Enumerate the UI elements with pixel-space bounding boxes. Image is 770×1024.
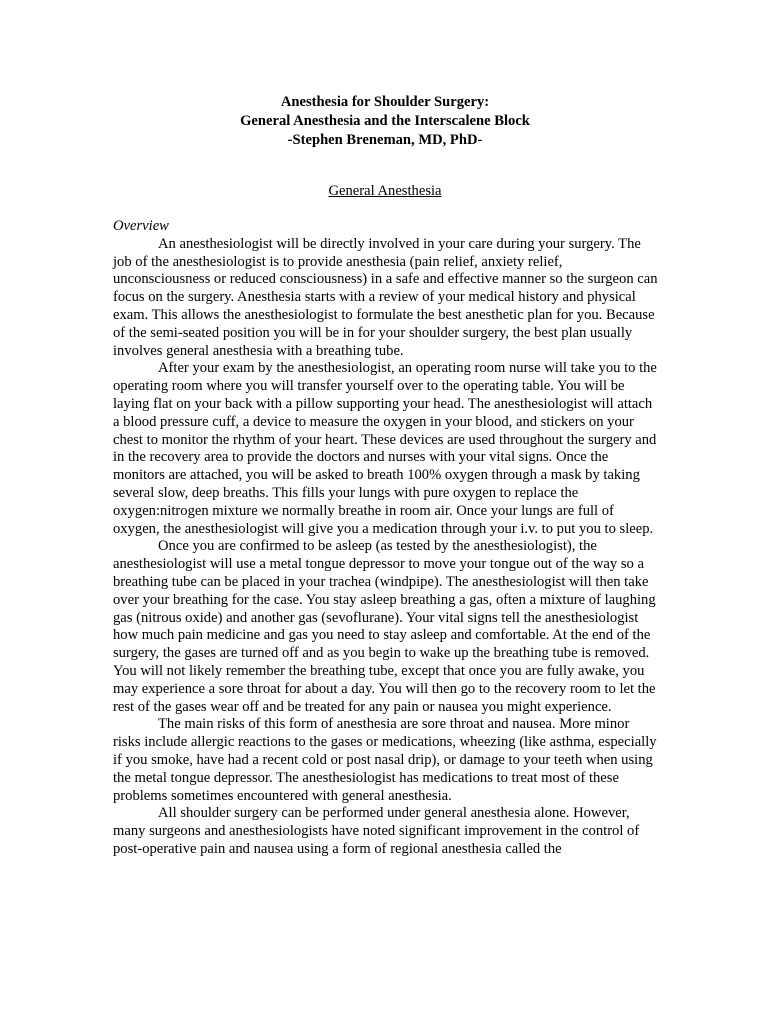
paragraph: After your exam by the anesthesiologist, an operating room nurse will take you to the operating room where you will transfer yourself over to the operating table. You will be laying flat on your back with a pillow supporting your head. The anesthesiologist will attach a blood pressure cuff, a device to measure the oxygen in your blood, and stickers on your chest to monitor the rhythm of your heart. These devices are used throughout the surgery and in the recovery area to provide the doctors and nurses with your vital signs. Once the monitors are attached, you will be asked to breath 100% oxygen through a mask by taking several slow, deep breaths. This fills your lungs with pure oxygen to replace the oxygen:nitrogen mixture we normally breathe in room air. Once your lungs are full of oxygen, the anesthesiologist will give you a medication through your i.v. to put you to sleep. xyxy=(113,360,657,537)
paragraph: The main risks of this form of anesthesia are sore throat and nausea. More minor risks include allergic reactions to the gases or medications, wheezing (like asthma, especially if you smoke, have had a recent cold or post nasal drip), or damage to your teeth when using the metal tongue depressor. The anesthesiologist has medications to treat most of these problems sometimes encountered with general anesthesia. xyxy=(113,716,657,804)
section-heading: General Anesthesia xyxy=(328,183,442,199)
overview-subheading: Overview xyxy=(113,218,169,234)
author-line: -Stephen Breneman, MD, PhD- xyxy=(287,132,483,148)
subtitle-line: General Anesthesia and the Interscalene Block xyxy=(240,113,530,129)
title-line: Anesthesia for Shoulder Surgery: xyxy=(280,94,490,110)
document-title xyxy=(0,93,770,150)
paragraph: Once you are confirmed to be asleep (as tested by the anesthesiologist), the anesthesiologist will use a metal tongue depressor to move your tongue out of the way so a breathing tube can be placed in your trachea (windpipe). The anesthesiologist will then take over your breathing for the case. You stay asleep breathing a gas, often a mixture of laughing gas (nitrous oxide) and another gas (sevoflurane). Your vital signs tell the anesthesiologist how much pain medicine and gas you need to stay asleep and comfortable. At the end of the surgery, the gases are turned off and as you begin to wake up the breathing tube is removed. You will not likely remember the breathing tube, except that once you are fully awake, you may experience a sore throat for about a day. You will then go to the recovery room to let the rest of the gases wear off and be treated for any pain or nausea you might experience. xyxy=(113,538,656,715)
paragraph: An anesthesiologist will be directly involved in your care during your surgery. The job of the anesthesiologist is to provide anesthesia (pain relief, anxiety relief, unconsciousness or reduced consciousness) in a safe and effective manner so the surgeon can focus on the surgery. Anesthesia starts with a review of your medical history and physical exam. This allows the anesthesiologist to formulate the best anesthetic plan for you. Because of the semi-seated position you will be in for your shoulder surgery, the best plan usually involves general anesthesia with a breathing tube. xyxy=(113,235,658,359)
paragraph: All shoulder surgery can be performed under general anesthesia alone. However, many surgeons and anesthesiologists have noted significant improvement in the control of post-operative pain and nausea using a form of regional anesthesia called the xyxy=(113,805,640,857)
body-text xyxy=(113,218,658,859)
